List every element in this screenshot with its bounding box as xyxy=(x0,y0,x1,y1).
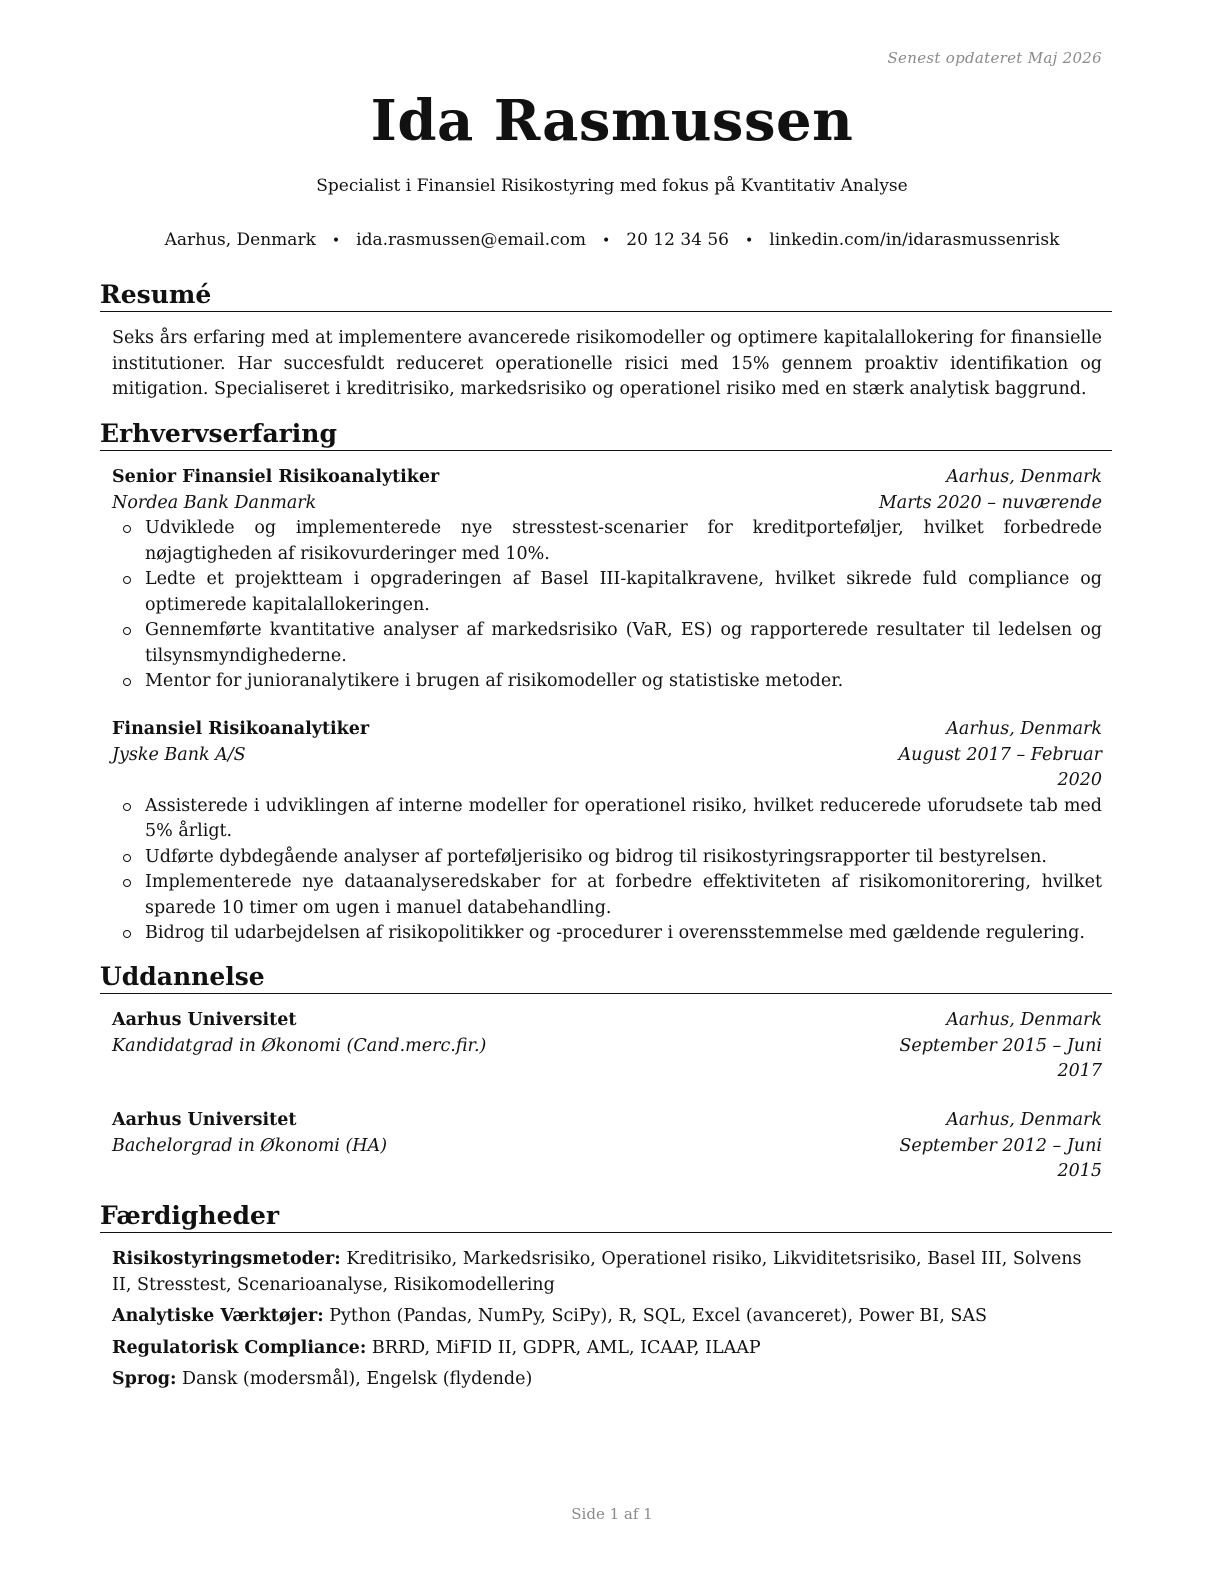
bullet-text: Bidrog til udarbejdelsen af risikopolitikker og -procedurer i overensstemmelse med gældende regulering. xyxy=(145,923,1085,943)
separator-bullet: • xyxy=(745,233,754,249)
circle-bullet-icon xyxy=(123,879,131,887)
skill-row xyxy=(112,1336,1102,1362)
degree-name: Bachelorgrad in Økonomi (HA) xyxy=(112,1135,388,1156)
list-item xyxy=(112,669,1102,695)
job-dates: August 2017 – Februar 2020 xyxy=(898,744,1102,790)
separator-bullet: • xyxy=(601,233,611,249)
skills-heading: Færdigheder xyxy=(100,1201,1112,1233)
contact-linkedin[interactable]: linkedin.com/in/idarasmussenrisk xyxy=(769,230,1060,250)
list-item xyxy=(112,845,1102,871)
bullet-text: Gennemførte kvantitative analyser af markedsrisiko (VaR, ES) og rapporterede resultater til ledelsen og tilsynsmyndighederne. xyxy=(145,620,1102,666)
contact-phone: 20 12 34 56 xyxy=(626,230,729,250)
list-item xyxy=(112,921,1102,947)
job-title: Senior Finansiel Risikoanalytiker xyxy=(112,467,440,487)
job-dates: Marts 2020 – nuværende xyxy=(878,492,1102,513)
education-dates: September 2012 – Juni 2015 xyxy=(899,1135,1102,1181)
candidate-name: Ida Rasmussen xyxy=(370,88,854,154)
contact-location: Aarhus, Denmark xyxy=(164,230,316,250)
bullet-text: Udviklede og implementerede nye stresstest-scenarier for kreditporteføljer, hvilket forbedrede nøjagtigheden af risikovurderinger med 10%. xyxy=(145,518,1102,564)
education-heading: Uddannelse xyxy=(100,962,1112,994)
headline: Specialist i Finansiel Risikostyring med fokus på Kvantitativ Analyse xyxy=(316,176,908,196)
job-bullets xyxy=(112,516,1102,695)
school-location: Aarhus, Denmark xyxy=(946,1010,1102,1030)
bullet-text: Ledte et projektteam i opgraderingen af Basel III-kapitalkravene, hvilket sikrede fuld compliance og optimerede kapitalallokeringen. xyxy=(145,569,1102,615)
skill-label: Analytiske Værktøjer: xyxy=(112,1306,324,1326)
school-name: Aarhus Universitet xyxy=(112,1010,297,1030)
school-location: Aarhus, Denmark xyxy=(946,1110,1102,1130)
summary-text: Seks års erfaring med at implementere avancerede risikomodeller og optimere kapitalallokering for finansielle institutioner. Har succesfuldt reduceret operationelle risici med 15% gennem proaktiv identifikation og mitigation. Specialiseret i kreditrisiko, markedsrisiko og operationel risiko med en stærk analytisk baggrund. xyxy=(112,328,1102,399)
skills-list xyxy=(112,1247,1102,1399)
skill-label: Regulatorisk Compliance: xyxy=(112,1337,367,1358)
circle-bullet-icon xyxy=(123,803,131,811)
circle-bullet-icon xyxy=(123,854,131,862)
list-item xyxy=(112,516,1102,567)
degree-name: Kandidatgrad in Økonomi (Cand.merc.fir.) xyxy=(112,1035,487,1056)
list-item xyxy=(112,618,1102,669)
last-updated: Senest opdateret Maj 2026 xyxy=(887,49,1102,67)
job-title: Finansiel Risikoanalytiker xyxy=(112,719,370,739)
skill-value: BRRD, MiFID II, GDPR, AML, ICAAP, ILAAP xyxy=(371,1337,761,1358)
circle-bullet-icon xyxy=(123,576,131,584)
list-item xyxy=(112,794,1102,845)
bullet-text: Mentor for junioranalytikere i brugen af risikomodeller og statistiske metoder. xyxy=(145,671,844,691)
contact-line xyxy=(0,228,1224,254)
education-entry xyxy=(112,1108,1102,1185)
experience-heading: Erhvervserfaring xyxy=(100,419,1112,451)
education-dates: September 2015 – Juni 2017 xyxy=(899,1035,1102,1081)
job-location: Aarhus, Denmark xyxy=(946,467,1102,487)
page-number: Side 1 af 1 xyxy=(571,1505,653,1523)
school-name: Aarhus Universitet xyxy=(112,1110,297,1130)
skill-value: Dansk (modersmål), Engelsk (flydende) xyxy=(182,1369,533,1389)
circle-bullet-icon xyxy=(123,627,131,635)
job-entry xyxy=(112,717,1102,947)
education-entry xyxy=(112,1008,1102,1085)
skill-value: Python (Pandas, NumPy, SciPy), R, SQL, Excel (avanceret), Power BI, SAS xyxy=(329,1306,987,1326)
job-location: Aarhus, Denmark xyxy=(946,719,1102,739)
list-item xyxy=(112,870,1102,921)
bullet-text: Implementerede nye dataanalyseredskaber for at forbedre effektiviteten af risikomonitorering, hvilket sparede 10 timer om ugen i manuel databehandling. xyxy=(145,872,1102,918)
job-bullets xyxy=(112,794,1102,947)
job-company: Jyske Bank A/S xyxy=(112,744,246,765)
skill-row xyxy=(112,1247,1102,1298)
separator-bullet: • xyxy=(331,233,341,249)
circle-bullet-icon xyxy=(123,678,131,686)
list-item xyxy=(112,567,1102,618)
circle-bullet-icon xyxy=(123,525,131,533)
skill-row xyxy=(112,1367,1102,1393)
circle-bullet-icon xyxy=(123,930,131,938)
job-company: Nordea Bank Danmark xyxy=(112,492,317,513)
job-entry xyxy=(112,465,1102,695)
bullet-text: Assisterede i udviklingen af interne modeller for operationel risiko, hvilket reducerede uforudsete tab med 5% årligt. xyxy=(145,795,1102,841)
skill-value: Kreditrisiko, Markedsrisiko, Operationel risiko, Likviditetsrisiko, Basel III, Solvens II, Stresstest, Scenarioanalyse, Risikomodellering xyxy=(112,1249,1082,1295)
skill-row xyxy=(112,1304,1102,1330)
bullet-text: Udførte dybdegående analyser af porteføljerisiko og bidrog til risikostyringsrapporter til bestyrelsen. xyxy=(145,846,1047,867)
contact-email[interactable]: ida.rasmussen@email.com xyxy=(356,230,586,250)
skill-label: Risikostyringsmetoder: xyxy=(112,1249,341,1269)
skill-label: Sprog: xyxy=(112,1369,177,1389)
summary-heading: Resumé xyxy=(100,280,1112,312)
